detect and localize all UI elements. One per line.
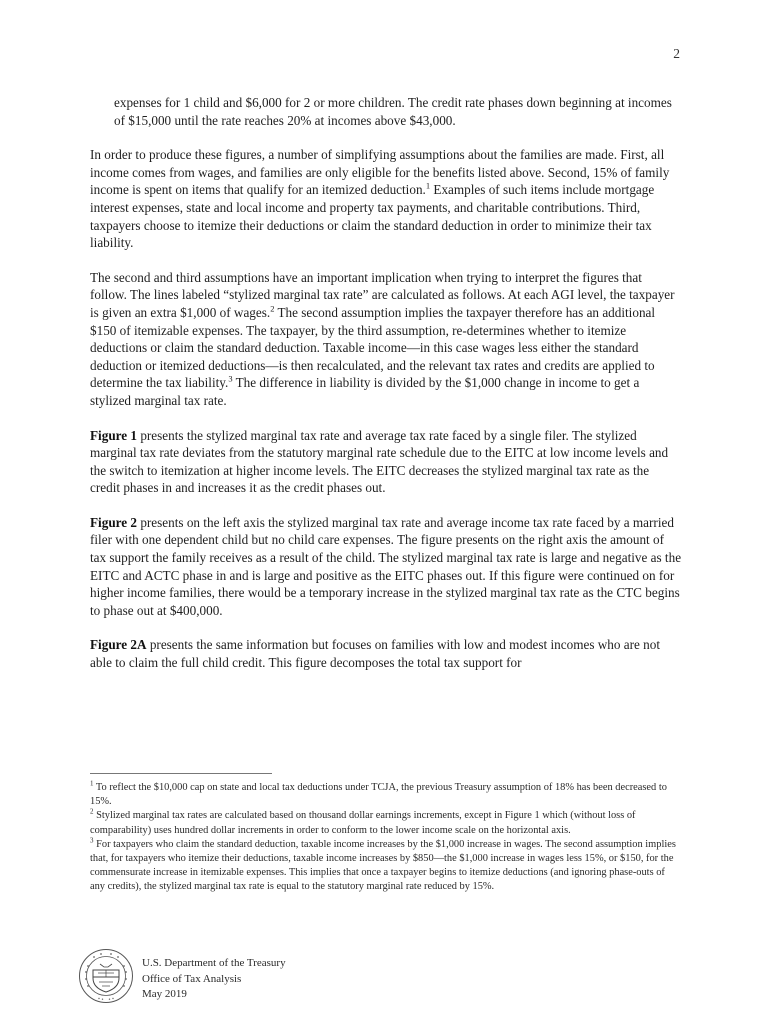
paragraph-text: The second assumption implies the taxpayer therefore has an additional $150 of itemizable expenses. The taxpayer, by the third assumption, re-determines whether to itemize deductions or claim the standard deduction. Taxable income—in this case wages less either the standard deduction or itemized deductions—is then recalculated, and the relevant tax rates and credits are applied to determine the tax liability. — [90, 304, 656, 391]
office-name: Office of Tax Analysis — [142, 972, 242, 985]
footnote-number: 2 — [90, 807, 94, 816]
body-text — [90, 94, 682, 689]
figure-2-label: Figure 2 — [90, 514, 138, 530]
figure-1-label: Figure 1 — [90, 427, 138, 443]
paragraph-figure-2 — [90, 514, 682, 620]
publication-date: May 2019 — [142, 988, 187, 1000]
footnote-text: For taxpayers who claim the standard deduction, taxable income increases by the $1,000 increase in wages. The second assumption implies that, for taxpayers who itemize their deductions, taxable income increases by $850—the $1,000 increase in wages less 15%, or $150, for the commensurate increase in itemizable expenses. This implies that once a taxpayer begins to itemize deductions (and ignoring phase-outs of any credits), the stylized marginal tax rate is equal to the statutory marginal rate reduced by 15%. — [90, 838, 676, 893]
footnote-1 — [90, 781, 682, 809]
footnote-text: To reflect the $10,000 cap on state and local tax deductions under TCJA, the previous Treasury assumption of 18% has been decreased to 15%. — [90, 782, 667, 808]
paragraph-text: presents on the left axis the stylized marginal tax rate and average income tax rate faced by a married filer with one dependent child but no child care expenses. The figure presents on the right axis the amount of tax support the family receives as a result of the child. The stylized marginal tax rate is large and negative as the EITC and ACTC phase in and is large and positive as the EITC phases out. If this figure were continued on for higher income families, there would be a temporary increase in the stylized marginal tax rate as the CTC begins to phase out at $400,000. — [90, 514, 682, 618]
paragraph-continued — [114, 94, 682, 129]
footnote-ref: 3 — [228, 373, 233, 384]
paragraph-figure-1 — [90, 427, 682, 497]
paragraph-text: Examples of such items include mortgage interest expenses, state and local income and property tax payments, and charitable contributions. Third, taxpayers choose to itemize their deductions or claim the standard deduction in order to minimize their tax liability. — [90, 182, 655, 251]
paragraph-implications — [90, 269, 682, 410]
paragraph-assumptions — [90, 146, 682, 252]
footnote-number: 1 — [90, 779, 94, 788]
footnote-divider — [90, 773, 272, 774]
footnote-2 — [90, 809, 682, 837]
footnote-number: 3 — [90, 836, 94, 845]
footnote-ref: 1 — [425, 180, 431, 191]
treasury-seal-icon — [78, 948, 134, 1004]
footnote-3 — [90, 838, 682, 895]
footnote-ref: 2 — [270, 303, 275, 314]
page-number: 2 — [673, 46, 680, 61]
paragraph-text: expenses for 1 child and $6,000 for 2 or more children. The credit rate phases down beginning at incomes of $15,000 until the rate reaches 20% at incomes above $43,000. — [114, 95, 672, 128]
footnotes — [90, 781, 682, 895]
paragraph-text: The second and third assumptions have an important implication when trying to interpret the figures that follow. The lines labeled “stylized marginal tax rate” are calculated as follows. At each AGI level, the taxpayer is given an extra $1,000 of wages. — [90, 269, 675, 320]
footer-organization — [142, 956, 286, 1003]
paragraph-text: presents the same information but focuses on families with low and modest incomes who are not able to claim the full child credit. This figure decomposes the total tax support for — [90, 637, 661, 671]
figure-2a-label: Figure 2A — [90, 637, 147, 653]
footnote-text: Stylized marginal tax rates are calculated based on thousand dollar earnings increments, except in Figure 1 which (without loss of comparability) uses hundred dollar increments in order to conform to the lower income scale on the horizontal axis. — [90, 810, 636, 836]
organization-name: U.S. Department of the Treasury — [142, 957, 286, 969]
paragraph-figure-2a — [90, 636, 682, 671]
paragraph-text: The difference in liability is divided by the $1,000 change in income to get a stylized marginal tax rate. — [90, 375, 640, 408]
paragraph-text: In order to produce these figures, a number of simplifying assumptions about the families are made. First, all income comes from wages, and families are only eligible for the benefits listed above. Second, 15% of family income is spent on items that qualify for an itemized deduction. — [90, 147, 670, 198]
paragraph-text: presents the stylized marginal tax rate and average tax rate faced by a single filer. The stylized marginal tax rate deviates from the statutory marginal rate schedule due to the EITC at low income levels and the switch to itemization at higher income levels. The EITC decreases the stylized marginal tax rate as the credit phases in and increases it as the credit phases out. — [90, 427, 669, 496]
